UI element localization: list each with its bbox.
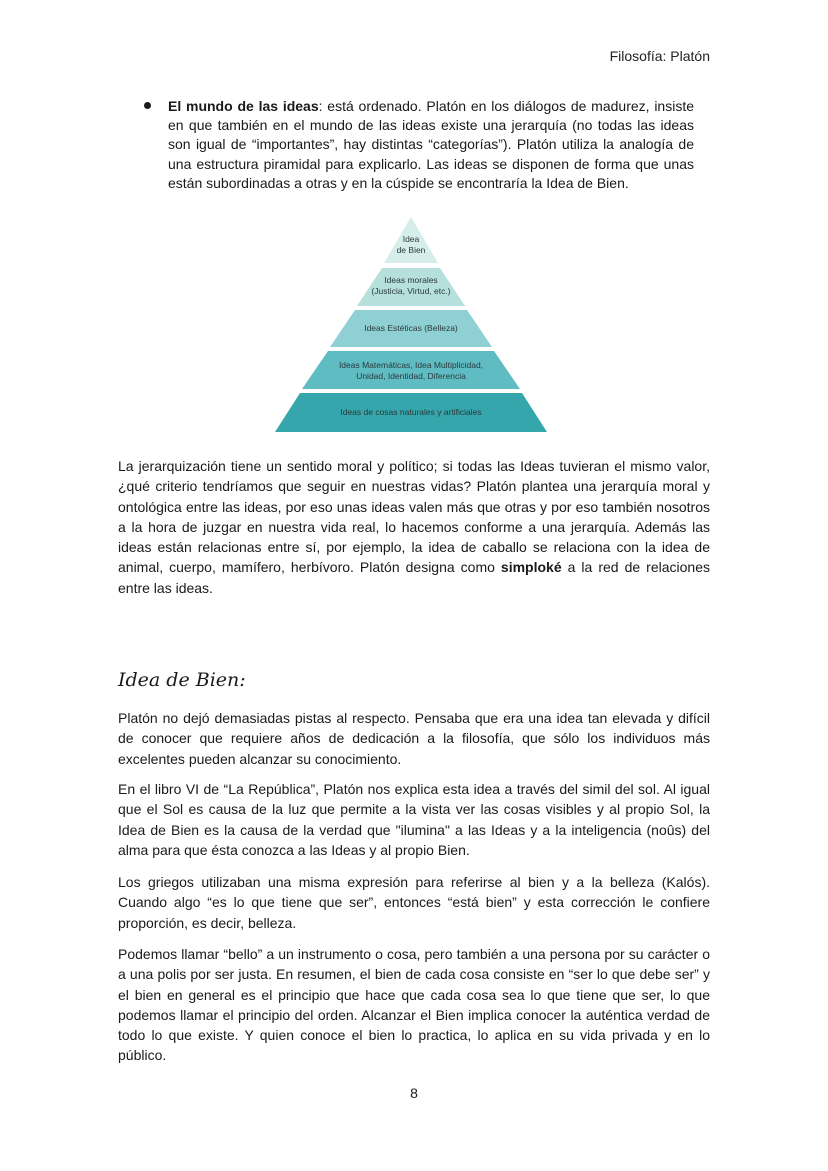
section-title: Idea de Bien: xyxy=(118,669,246,691)
paragraph-bien-2: En el libro VI de “La República”, Platón nos explica esta idea a través del simil del sol. Al igual que el Sol es causa de la luz que permite a la vista ver las cosas visibles y al propio Sol, la Idea de Bien es la causa de la verdad que "ilumina" a las Ideas y a la inteligencia (noûs) del alma para que ésta conozca a las Ideas y al propio Bien. xyxy=(118,781,710,858)
pyramid-label-2: Ideas morales (Justicia, Virtud, etc.) xyxy=(371,275,451,296)
pyramid-label-4: Ideas Matemáticas, Idea Multiplicidad, Unidad, Identidad, Diferencia xyxy=(338,360,484,381)
simploke-term: simploké xyxy=(500,559,562,576)
bullet-bold-lead: El mundo de las ideas xyxy=(168,98,319,114)
pyramid-label-3: Ideas Estéticas (Belleza) xyxy=(364,323,458,333)
paragraph-jerarquizacion: La jerarquización tiene un sentido moral y político; si todas las Ideas tuvieran el mismo valor, ¿qué criterio tendríamos que seguir en nuestras vidas? Platón plantea una jerarquía moral y ontológica entre las ideas, por eso unas ideas valen más que otras y por eso también nosotros a la hora de juzgar en nuestra vida real, lo hacemos conforme a una jerarquía. Además las ideas están relacionas entre sí, por ejemplo, la idea de caballo se relaciona con la idea de animal, cuerpo, mamífero, herbívoro. Platón designa como simploké a la red de relaciones entre las ideas. xyxy=(118,458,710,596)
running-header: Filosofía: Platón xyxy=(609,48,710,64)
pyramid-label-5: Ideas de cosas naturales y artificiales xyxy=(340,407,482,417)
pyramid-label-1: Idea de Bien xyxy=(396,234,426,255)
paragraph-bien-1: Platón no dejó demasiadas pistas al respecto. Pensaba que era una idea tan elevada y difícil de conocer que requiere años de dedicación a la filosofía, que sólo los individuos más excelentes pueden alcanzar su conocimiento. xyxy=(118,710,710,767)
page-number: 8 xyxy=(410,1085,418,1101)
paragraph-bien-3: Los griegos utilizaban una misma expresión para referirse al bien y a la belleza (Kalós). Cuando algo “es lo que tiene que ser”, entonces “está bien” y esta corrección le confiere proporción, es decir, belleza. xyxy=(118,874,710,931)
bullet-text: : está ordenado. Platón en los diálogos de madurez, insiste en que también en el mundo de las ideas existe una jerarquía (no todas las ideas son igual de “importantes”, hay distintas “categorías”). Platón utiliza la analogía de una estructura piramidal para explicarlo. Las ideas se disponen de forma que unas están subordinadas a otras y en la cúspide se encontraría la Idea de Bien. xyxy=(168,98,695,191)
paragraph-bien-4: Podemos llamar “bello” a un instrumento o cosa, pero también a una persona por su carácter o a una polis por ser justa. En resumen, el bien de cada cosa consiste en “ser lo que debe ser” y el bien en general es el principio que hace que cada cosa sea lo que tiene que ser, lo que podemos llamar el principio del orden. Alcanzar el Bien implica conocer la auténtica verdad de todo lo que existe. Y quien conoce el bien lo practica, lo aplica en su vida privada y en lo público. xyxy=(118,946,710,1064)
ideas-pyramid-diagram xyxy=(270,215,552,435)
bullet-paragraph xyxy=(168,97,694,193)
bullet-point xyxy=(144,102,151,109)
